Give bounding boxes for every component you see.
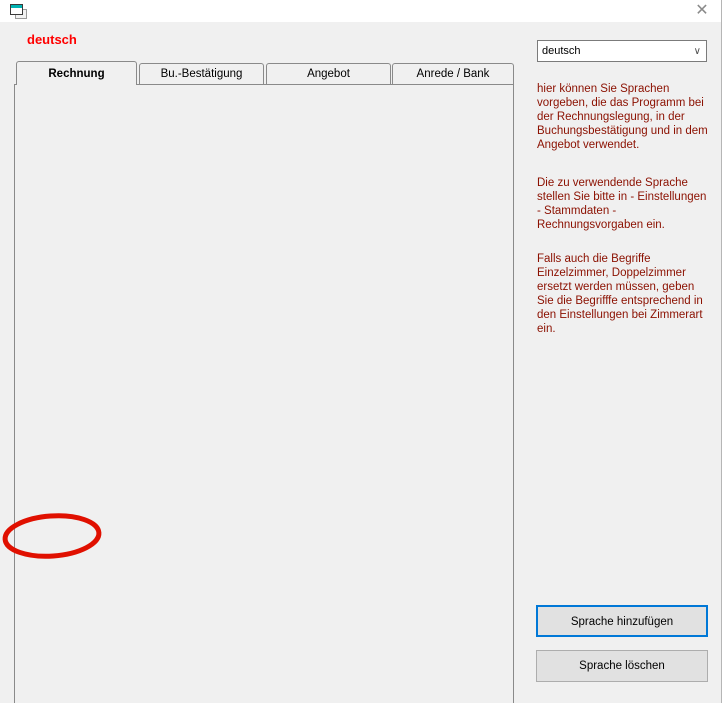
tab-page-rechnung <box>14 84 514 703</box>
language-select-value: deutsch <box>542 45 581 57</box>
title-bar <box>0 0 721 22</box>
delete-language-button[interactable]: Sprache löschen <box>536 650 708 682</box>
language-select[interactable] <box>537 40 707 62</box>
tab-rechnung[interactable]: Rechnung <box>16 61 137 85</box>
help-text-room-terms: Falls auch die Begriffe Einzelzimmer, Doppelzimmer ersetzt werden müssen, geben Sie die Begrifffe entsprechend in den Einstellungen bei Zimmerart ein. <box>537 253 703 335</box>
tab-angebot[interactable]: Angebot <box>266 63 391 84</box>
form-window-icon <box>10 4 28 20</box>
help-text-languages: hier können Sie Sprachen vorgeben, die das Programm bei der Rechnungslegung, in der Buchungsbestätigung und in dem Angebot verwendet. <box>537 83 708 151</box>
help-text-settings: Die zu verwendende Sprache stellen Sie bitte in - Einstellungen - Stammdaten - Rechnungsvorgaben ein. <box>537 177 707 231</box>
close-icon[interactable]: ✕ <box>695 2 709 19</box>
current-language-heading: deutsch <box>27 32 77 47</box>
tab-bu-bestaetigung[interactable]: Bu.-Bestätigung <box>139 63 264 84</box>
chevron-down-icon: ∨ <box>693 45 701 57</box>
add-language-button[interactable]: Sprache hinzufügen <box>536 605 708 637</box>
tab-anrede-bank[interactable]: Anrede / Bank <box>392 63 514 84</box>
